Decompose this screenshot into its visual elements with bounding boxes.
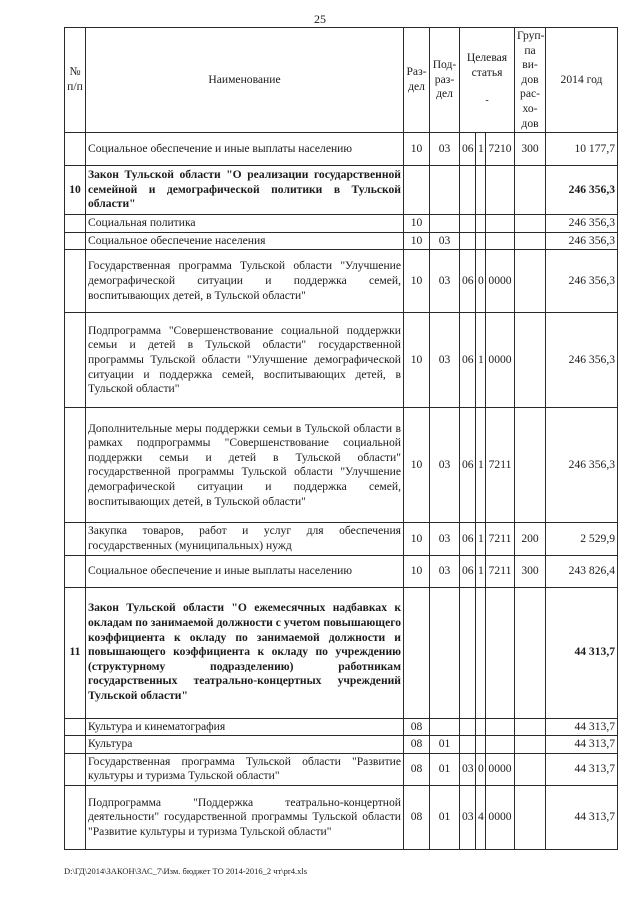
row-target-program-cell: 06 bbox=[460, 313, 476, 408]
row-name-cell: Социальная политика bbox=[86, 215, 404, 233]
row-amount-cell: 44 313,7 bbox=[546, 718, 618, 736]
header-target-article-label: Целевая статья bbox=[466, 51, 508, 79]
row-amount-cell: 44 313,7 bbox=[546, 587, 618, 718]
row-amount-cell: 246 356,3 bbox=[546, 232, 618, 250]
row-target-code-cell: 7211 bbox=[486, 408, 515, 523]
row-amount-cell: 10 177,7 bbox=[546, 133, 618, 166]
row-razdel-cell: 10 bbox=[404, 133, 430, 166]
row-razdel-cell: 10 bbox=[404, 523, 430, 555]
row-razdel-cell: 10 bbox=[404, 555, 430, 587]
row-target-subprogram-cell: 0 bbox=[476, 250, 486, 313]
row-target-program-cell: 06 bbox=[460, 133, 476, 166]
row-name-cell: Социальное обеспечение и иные выплаты населению bbox=[86, 555, 404, 587]
row-target-program-cell: 03 bbox=[460, 753, 476, 785]
row-target-code-cell bbox=[486, 587, 515, 718]
row-target-subprogram-cell: 1 bbox=[476, 133, 486, 166]
row-num-cell bbox=[65, 718, 86, 736]
row-target-program-cell: 03 bbox=[460, 785, 476, 849]
row-target-code-cell bbox=[486, 736, 515, 754]
row-target-program-cell bbox=[460, 718, 476, 736]
header-razdel: Раз-дел bbox=[404, 28, 430, 133]
header-name: Наименование bbox=[86, 28, 404, 133]
row-razdel-cell: 08 bbox=[404, 753, 430, 785]
row-target-subprogram-cell: 1 bbox=[476, 313, 486, 408]
row-podrazdel-cell bbox=[430, 215, 460, 233]
row-podrazdel-cell: 03 bbox=[430, 250, 460, 313]
table-row bbox=[65, 313, 618, 408]
header-num: № п/п bbox=[65, 28, 86, 133]
row-target-program-cell: 06 bbox=[460, 555, 476, 587]
row-podrazdel-cell: 01 bbox=[430, 736, 460, 754]
table-row bbox=[65, 215, 618, 233]
row-expense-group-cell bbox=[515, 250, 546, 313]
row-num-cell bbox=[65, 523, 86, 555]
row-num-cell bbox=[65, 736, 86, 754]
row-name-cell: Социальное обеспечение населения bbox=[86, 232, 404, 250]
row-expense-group-cell bbox=[515, 313, 546, 408]
row-target-code-cell bbox=[486, 232, 515, 250]
table-row bbox=[65, 736, 618, 754]
row-num-cell: 10 bbox=[65, 166, 86, 215]
header-target-article bbox=[460, 28, 515, 133]
table-row bbox=[65, 785, 618, 849]
row-target-code-cell: 7211 bbox=[486, 523, 515, 555]
row-podrazdel-cell bbox=[430, 166, 460, 215]
row-target-subprogram-cell bbox=[476, 736, 486, 754]
row-target-subprogram-cell: 0 bbox=[476, 753, 486, 785]
row-expense-group-cell bbox=[515, 587, 546, 718]
row-razdel-cell: 10 bbox=[404, 215, 430, 233]
budget-table bbox=[64, 27, 618, 850]
row-amount-cell: 246 356,3 bbox=[546, 166, 618, 215]
table-row bbox=[65, 232, 618, 250]
row-target-program-cell bbox=[460, 587, 476, 718]
row-target-program-cell bbox=[460, 736, 476, 754]
table-header-row bbox=[65, 28, 618, 133]
row-amount-cell: 44 313,7 bbox=[546, 785, 618, 849]
row-podrazdel-cell bbox=[430, 587, 460, 718]
row-name-cell: Подпрограмма "Совершенствование социальной поддержки семьи и детей в Тульской области" государственной программы Тульской области "Улучшение демографической ситуации и поддержка семей, воспитывающих детей, в Тульской области" bbox=[86, 313, 404, 408]
header-amount-2014: 2014 год bbox=[546, 28, 618, 133]
row-target-subprogram-cell: 4 bbox=[476, 785, 486, 849]
row-expense-group-cell bbox=[515, 753, 546, 785]
row-name-cell: Социальное обеспечение и иные выплаты населению bbox=[86, 133, 404, 166]
row-expense-group-cell bbox=[515, 215, 546, 233]
row-target-subprogram-cell bbox=[476, 215, 486, 233]
row-expense-group-cell bbox=[515, 718, 546, 736]
row-target-subprogram-cell bbox=[476, 166, 486, 215]
row-target-subprogram-cell bbox=[476, 718, 486, 736]
row-name-cell: Закон Тульской области "О реализации государственной семейной и демографической политики в Тульской области" bbox=[86, 166, 404, 215]
row-num-cell: 11 bbox=[65, 587, 86, 718]
row-name-cell: Государственная программа Тульской области "Развитие культуры и туризма Тульской области" bbox=[86, 753, 404, 785]
table-row bbox=[65, 408, 618, 523]
row-num-cell bbox=[65, 133, 86, 166]
row-razdel-cell: 08 bbox=[404, 785, 430, 849]
row-podrazdel-cell: 03 bbox=[430, 408, 460, 523]
header-podrazdel: Под-раз-дел bbox=[430, 28, 460, 133]
row-expense-group-cell bbox=[515, 408, 546, 523]
row-razdel-cell: 10 bbox=[404, 313, 430, 408]
row-num-cell bbox=[65, 250, 86, 313]
row-target-subprogram-cell bbox=[476, 587, 486, 718]
row-razdel-cell: 10 bbox=[404, 408, 430, 523]
row-name-cell: Государственная программа Тульской области "Улучшение демографической ситуации и поддержка семей, воспитывающих детей, в Тульской области" bbox=[86, 250, 404, 313]
row-amount-cell: 246 356,3 bbox=[546, 215, 618, 233]
row-razdel-cell: 08 bbox=[404, 718, 430, 736]
row-razdel-cell: 08 bbox=[404, 736, 430, 754]
row-amount-cell: 246 356,3 bbox=[546, 408, 618, 523]
row-target-code-cell: 0000 bbox=[486, 785, 515, 849]
file-path-footer: D:\ГД\2014\ЗАКОН\ЗАС_7\Изм. бюджет ТО 2014-2016_2 чт\pr4.xls bbox=[64, 866, 308, 876]
table-row bbox=[65, 555, 618, 587]
row-target-code-cell: 0000 bbox=[486, 313, 515, 408]
row-expense-group-cell bbox=[515, 785, 546, 849]
row-name-cell: Закупка товаров, работ и услуг для обеспечения государственных (муниципальных) нужд bbox=[86, 523, 404, 555]
row-podrazdel-cell: 03 bbox=[430, 133, 460, 166]
row-target-code-cell: 7210 bbox=[486, 133, 515, 166]
table-row bbox=[65, 718, 618, 736]
row-num-cell bbox=[65, 232, 86, 250]
row-num-cell bbox=[65, 785, 86, 849]
row-podrazdel-cell: 03 bbox=[430, 232, 460, 250]
row-razdel-cell bbox=[404, 166, 430, 215]
row-expense-group-cell: 300 bbox=[515, 133, 546, 166]
row-target-program-cell bbox=[460, 232, 476, 250]
row-expense-group-cell bbox=[515, 232, 546, 250]
header-expense-group: Груп-па ви-дов рас-хо-дов bbox=[515, 28, 546, 133]
row-name-cell: Культура и кинематография bbox=[86, 718, 404, 736]
row-target-code-cell: 0000 bbox=[486, 250, 515, 313]
row-target-program-cell: 06 bbox=[460, 408, 476, 523]
row-amount-cell: 2 529,9 bbox=[546, 523, 618, 555]
row-name-cell: Дополнительные меры поддержки семьи в Тульской области в рамках подпрограммы "Совершенствование социальной поддержки семьи и детей в Тульской области" государственной программы Тульской области "Улучшение демографической ситуации и поддержка семей, воспитывающих детей, в Тульской области" bbox=[86, 408, 404, 523]
row-podrazdel-cell: 01 bbox=[430, 785, 460, 849]
row-num-cell bbox=[65, 313, 86, 408]
table-row bbox=[65, 166, 618, 215]
row-podrazdel-cell: 03 bbox=[430, 555, 460, 587]
row-name-cell: Подпрограмма "Поддержка театрально-концертной деятельности" государственной программы Тульской области "Развитие культуры и туризма Тульской области" bbox=[86, 785, 404, 849]
row-num-cell bbox=[65, 215, 86, 233]
row-amount-cell: 243 826,4 bbox=[546, 555, 618, 587]
row-expense-group-cell bbox=[515, 736, 546, 754]
table-row bbox=[65, 133, 618, 166]
row-target-code-cell bbox=[486, 718, 515, 736]
row-target-program-cell bbox=[460, 166, 476, 215]
header-target-article-dash: - bbox=[485, 95, 489, 107]
page-number: 25 bbox=[314, 12, 326, 26]
row-expense-group-cell bbox=[515, 166, 546, 215]
row-num-cell bbox=[65, 753, 86, 785]
table-row bbox=[65, 753, 618, 785]
row-podrazdel-cell bbox=[430, 718, 460, 736]
row-target-program-cell: 06 bbox=[460, 250, 476, 313]
row-razdel-cell: 10 bbox=[404, 232, 430, 250]
row-expense-group-cell: 300 bbox=[515, 555, 546, 587]
table-row bbox=[65, 250, 618, 313]
row-target-code-cell: 7211 bbox=[486, 555, 515, 587]
row-num-cell bbox=[65, 408, 86, 523]
row-target-code-cell bbox=[486, 215, 515, 233]
row-num-cell bbox=[65, 555, 86, 587]
row-target-subprogram-cell bbox=[476, 232, 486, 250]
row-name-cell: Закон Тульской области "О ежемесячных надбавках к окладам по занимаемой должности с учетом повышающего коэффициента к окладу по занимаемой должности и повышающего коэффициента к окладу по учреждению (структурному подразделению) работникам государственных театрально-концертных учреждений Тульской области" bbox=[86, 587, 404, 718]
row-name-cell: Культура bbox=[86, 736, 404, 754]
row-target-code-cell: 0000 bbox=[486, 753, 515, 785]
table-row bbox=[65, 523, 618, 555]
row-podrazdel-cell: 01 bbox=[430, 753, 460, 785]
row-target-subprogram-cell: 1 bbox=[476, 408, 486, 523]
row-podrazdel-cell: 03 bbox=[430, 523, 460, 555]
row-razdel-cell bbox=[404, 587, 430, 718]
row-target-code-cell bbox=[486, 166, 515, 215]
row-target-program-cell bbox=[460, 215, 476, 233]
row-razdel-cell: 10 bbox=[404, 250, 430, 313]
row-amount-cell: 246 356,3 bbox=[546, 250, 618, 313]
row-target-program-cell: 06 bbox=[460, 523, 476, 555]
row-target-subprogram-cell: 1 bbox=[476, 523, 486, 555]
row-expense-group-cell: 200 bbox=[515, 523, 546, 555]
row-podrazdel-cell: 03 bbox=[430, 313, 460, 408]
row-amount-cell: 44 313,7 bbox=[546, 753, 618, 785]
row-amount-cell: 246 356,3 bbox=[546, 313, 618, 408]
row-target-subprogram-cell: 1 bbox=[476, 555, 486, 587]
row-amount-cell: 44 313,7 bbox=[546, 736, 618, 754]
table-row bbox=[65, 587, 618, 718]
